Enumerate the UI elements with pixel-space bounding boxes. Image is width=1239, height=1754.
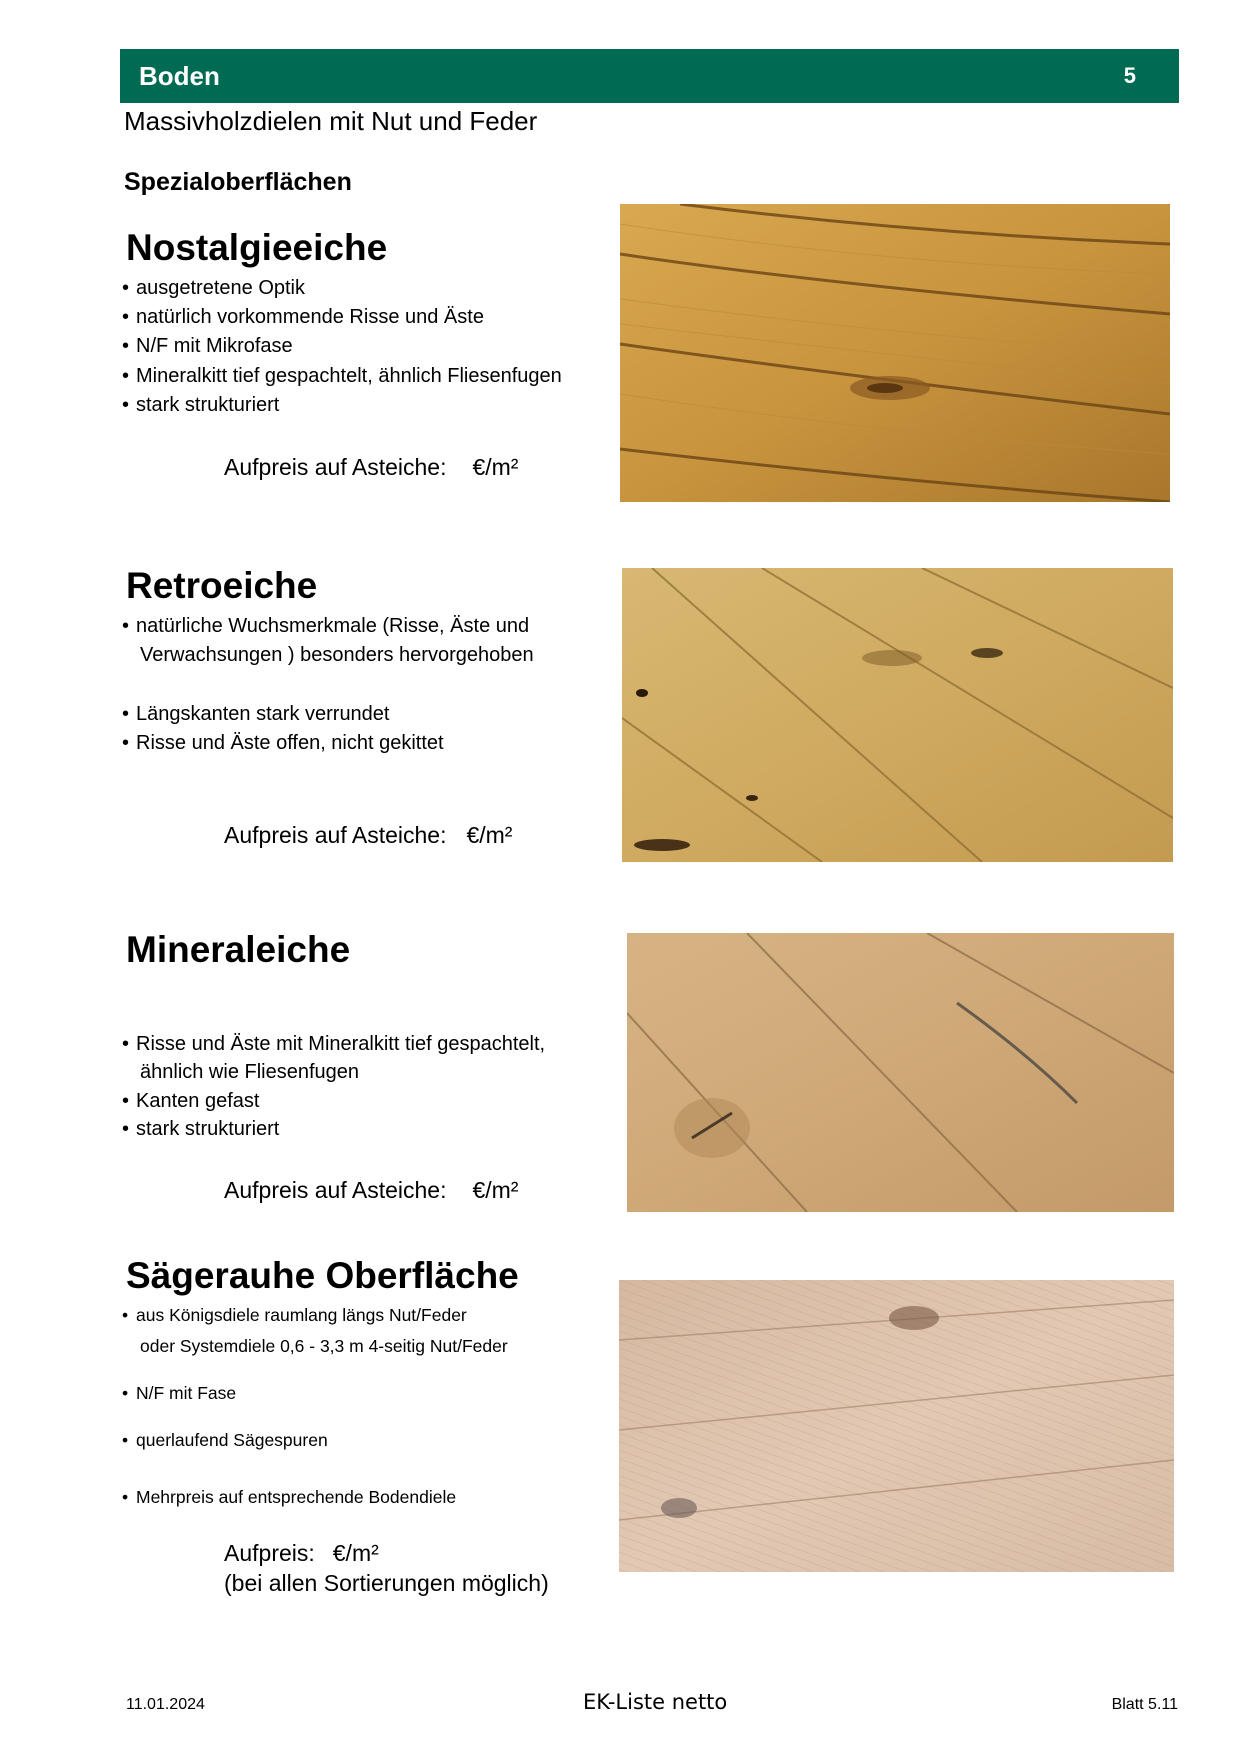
header-title: Boden xyxy=(139,61,220,91)
price-line-saegerauhe xyxy=(224,1540,379,1567)
price-note-saegerauhe: (bei allen Sortierungen möglich) xyxy=(224,1570,549,1596)
list-item: • natürliche Wuchsmerkmale (Risse, Äste und xyxy=(122,615,530,637)
list-item: oder Systemdiele 0,6 - 3,3 m 4-seitig Nut/Feder xyxy=(140,1336,508,1356)
product-title-nostalgieeiche: Nostalgieeiche xyxy=(126,227,388,268)
header-bar xyxy=(120,49,1179,103)
price-label: Aufpreis: xyxy=(224,1540,315,1566)
wood-photo-retroeiche xyxy=(622,568,1173,862)
product-title-retroeiche: Retroeiche xyxy=(126,565,318,606)
list-item: ähnlich wie Fliesenfugen xyxy=(140,1061,360,1083)
wood-photo-saegerauhe xyxy=(619,1280,1174,1572)
price-line-mineraleiche xyxy=(224,1177,518,1204)
price-line-retroeiche xyxy=(224,822,512,849)
wood-photo-mineraleiche xyxy=(627,933,1174,1212)
product-title-saegerauhe: Sägerauhe Oberfläche xyxy=(126,1255,519,1296)
list-item: • Kanten gefast xyxy=(122,1090,260,1112)
product-title-mineraleiche: Mineraleiche xyxy=(126,929,351,970)
price-unit: €/m² xyxy=(332,1540,379,1566)
list-item: • N/F mit Fase xyxy=(122,1383,237,1403)
list-item: • ausgetretene Optik xyxy=(122,277,305,299)
list-item: • Risse und Äste offen, nicht gekittet xyxy=(122,732,444,754)
list-item: • Risse und Äste mit Mineralkitt tief gespachtelt, xyxy=(122,1033,546,1055)
list-item: • Längskanten stark verrundet xyxy=(122,703,390,725)
footer-center-label: EK-Liste netto xyxy=(583,1690,728,1714)
list-item: Verwachsungen ) besonders hervorgehoben xyxy=(140,644,534,666)
list-item: • aus Königsdiele raumlang längs Nut/Feder xyxy=(122,1305,467,1325)
price-label: Aufpreis auf Asteiche: xyxy=(224,822,447,848)
list-item: • natürlich vorkommende Risse und Äste xyxy=(122,306,484,328)
footer-date: 11.01.2024 xyxy=(126,1696,205,1713)
wood-photo-nostalgieeiche xyxy=(620,204,1170,502)
price-unit: €/m² xyxy=(472,454,519,480)
price-label: Aufpreis auf Asteiche: xyxy=(224,454,447,480)
price-label: Aufpreis auf Asteiche: xyxy=(224,1177,447,1203)
page-subtitle: Massivholzdielen mit Nut und Feder xyxy=(124,106,538,136)
footer-sheet-number: Blatt 5.11 xyxy=(1111,1696,1178,1713)
list-item: • Mehrpreis auf entsprechende Bodendiele xyxy=(122,1487,457,1507)
price-line-nostalgieeiche xyxy=(224,454,518,481)
list-item: • Mineralkitt tief gespachtelt, ähnlich Fliesenfugen xyxy=(122,365,562,387)
list-item: • N/F mit Mikrofase xyxy=(122,335,293,357)
header-page-number: 5 xyxy=(1123,63,1136,88)
list-item: • stark strukturiert xyxy=(122,394,280,416)
list-item: • stark strukturiert xyxy=(122,1118,280,1140)
price-unit: €/m² xyxy=(472,1177,519,1203)
list-item: • querlaufend Sägespuren xyxy=(122,1430,328,1450)
section-label: Spezialoberflächen xyxy=(124,168,352,196)
price-unit: €/m² xyxy=(466,822,513,848)
